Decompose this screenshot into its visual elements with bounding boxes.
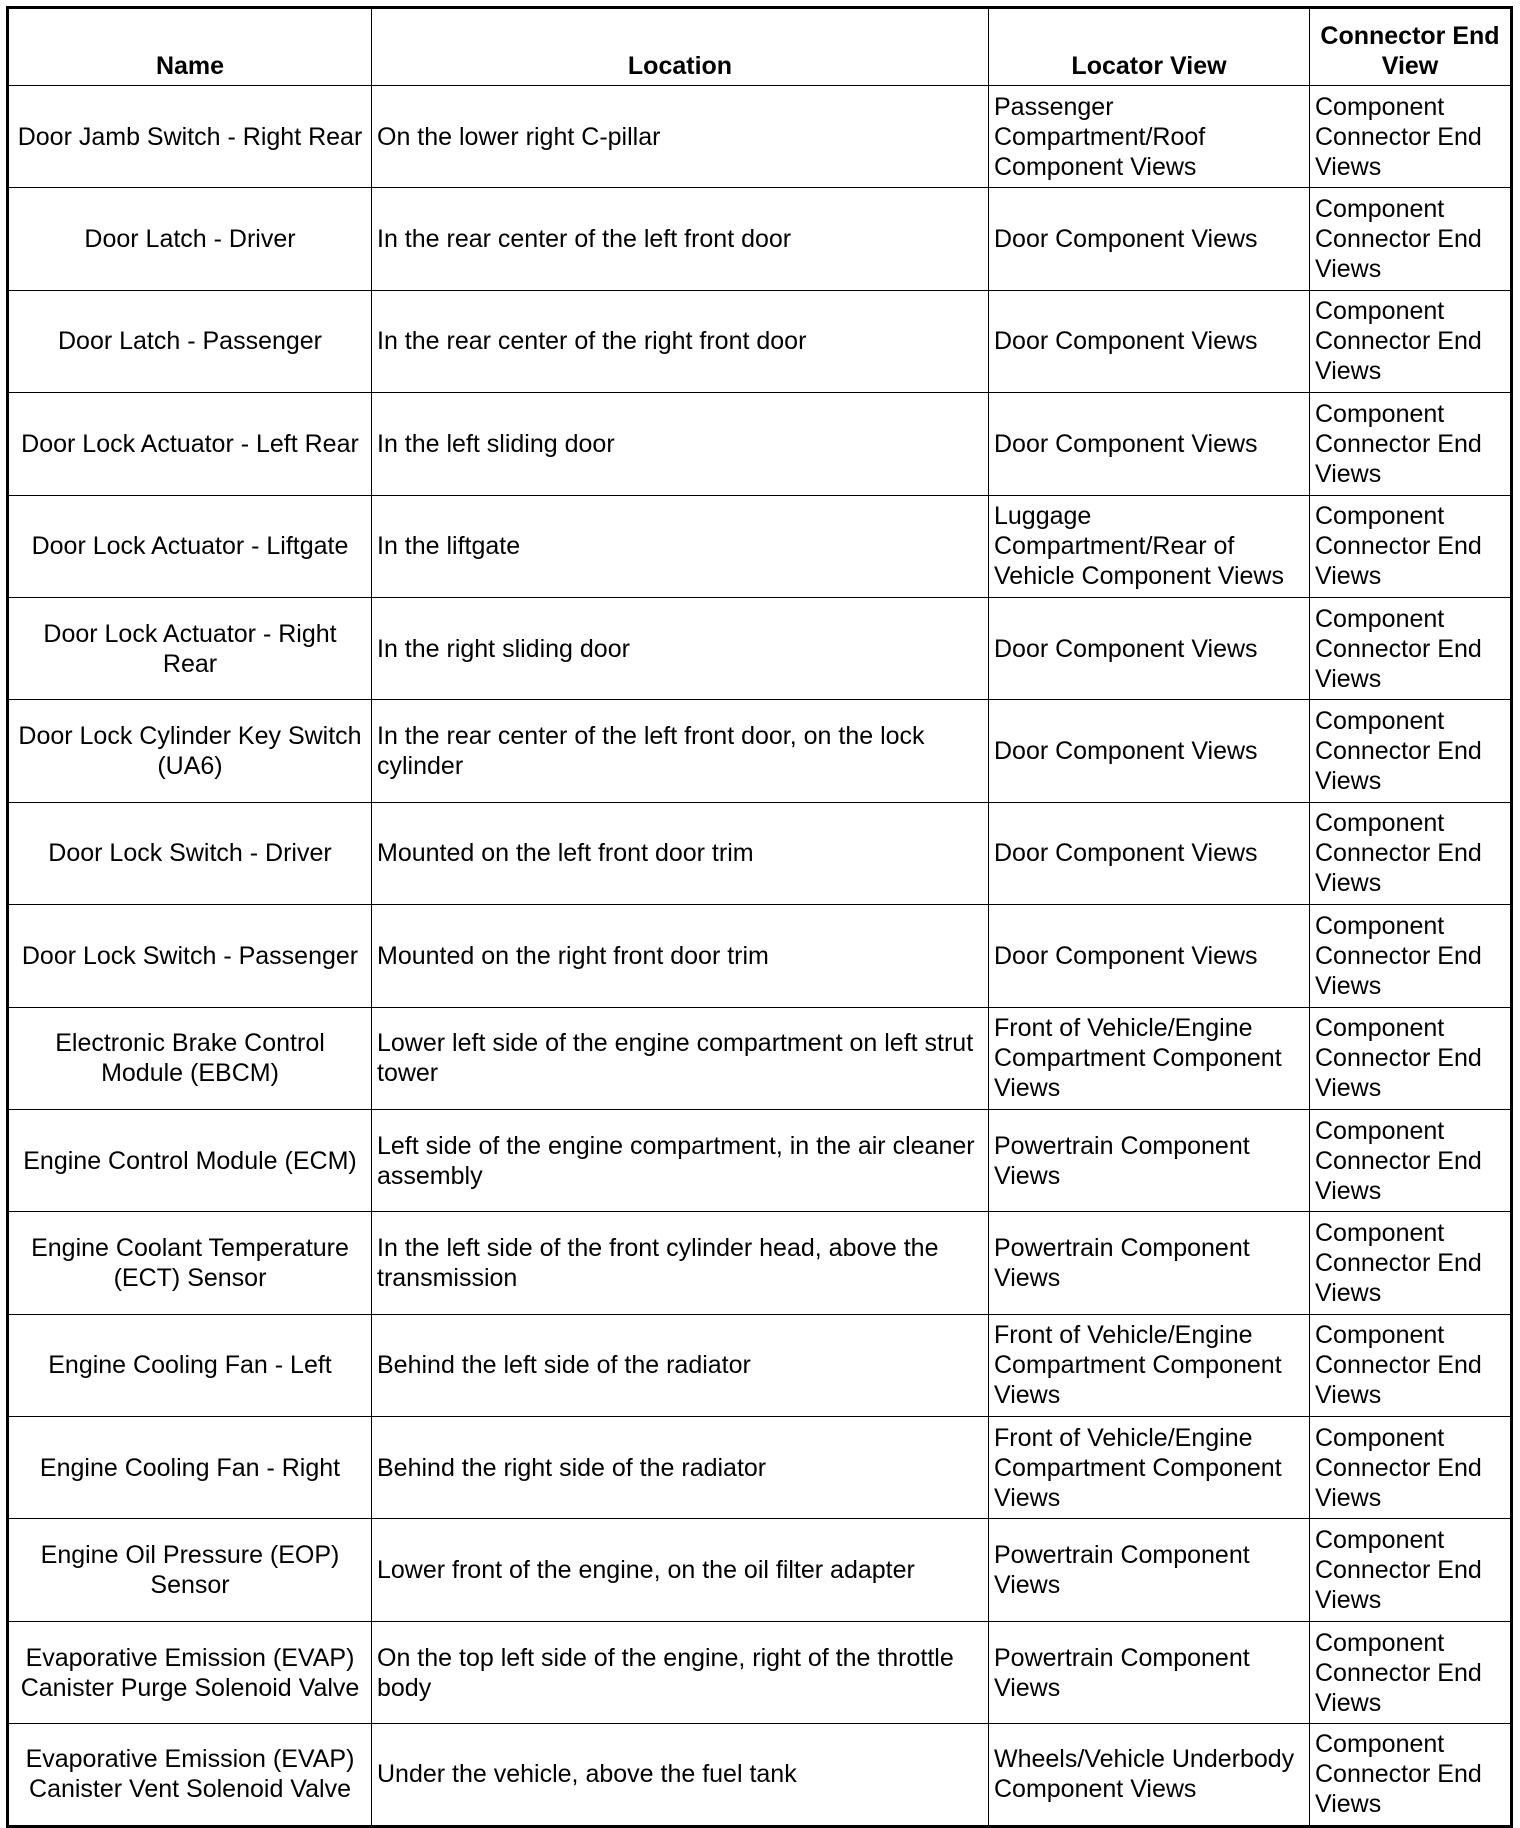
cell-location: In the left side of the front cylinder head, above the transmission xyxy=(372,1212,989,1314)
cell-locator-view: Door Component Views xyxy=(989,802,1310,904)
table-row xyxy=(8,1314,1512,1416)
table-row xyxy=(8,188,1512,290)
cell-location: In the liftgate xyxy=(372,495,989,597)
table-row xyxy=(8,700,1512,802)
cell-locator-view: Front of Vehicle/Engine Compartment Component Views xyxy=(989,1417,1310,1519)
cell-locator-view: Door Component Views xyxy=(989,700,1310,802)
cell-connector-end-view: Component Connector End Views xyxy=(1310,905,1512,1007)
cell-connector-end-view: Component Connector End Views xyxy=(1310,802,1512,904)
cell-location: Lower front of the engine, on the oil filter adapter xyxy=(372,1519,989,1621)
cell-location: In the rear center of the left front door, on the lock cylinder xyxy=(372,700,989,802)
cell-connector-end-view: Component Connector End Views xyxy=(1310,1417,1512,1519)
cell-connector-end-view: Component Connector End Views xyxy=(1310,1519,1512,1621)
table-row xyxy=(8,1417,1512,1519)
cell-name: Engine Cooling Fan - Right xyxy=(8,1417,372,1519)
cell-locator-view: Powertrain Component Views xyxy=(989,1621,1310,1723)
cell-locator-view: Luggage Compartment/Rear of Vehicle Component Views xyxy=(989,495,1310,597)
cell-locator-view: Front of Vehicle/Engine Compartment Component Views xyxy=(989,1314,1310,1416)
cell-locator-view: Wheels/Vehicle Underbody Component Views xyxy=(989,1724,1310,1826)
cell-locator-view: Front of Vehicle/Engine Compartment Component Views xyxy=(989,1007,1310,1109)
table-row xyxy=(8,86,1512,188)
table-row xyxy=(8,393,1512,495)
table-row xyxy=(8,290,1512,392)
cell-name: Door Latch - Passenger xyxy=(8,290,372,392)
cell-name: Door Lock Actuator - Right Rear xyxy=(8,597,372,699)
table-row xyxy=(8,1109,1512,1211)
table-row xyxy=(8,1724,1512,1826)
cell-location: Behind the right side of the radiator xyxy=(372,1417,989,1519)
cell-connector-end-view: Component Connector End Views xyxy=(1310,597,1512,699)
cell-location: On the top left side of the engine, right of the throttle body xyxy=(372,1621,989,1723)
cell-name: Engine Coolant Temperature (ECT) Sensor xyxy=(8,1212,372,1314)
cell-name: Engine Cooling Fan - Left xyxy=(8,1314,372,1416)
cell-connector-end-view: Component Connector End Views xyxy=(1310,393,1512,495)
cell-locator-view: Powertrain Component Views xyxy=(989,1212,1310,1314)
cell-connector-end-view: Component Connector End Views xyxy=(1310,1621,1512,1723)
cell-location: Lower left side of the engine compartment on left strut tower xyxy=(372,1007,989,1109)
cell-connector-end-view: Component Connector End Views xyxy=(1310,290,1512,392)
cell-connector-end-view: Component Connector End Views xyxy=(1310,1314,1512,1416)
cell-connector-end-view: Component Connector End Views xyxy=(1310,1109,1512,1211)
cell-name: Door Jamb Switch - Right Rear xyxy=(8,86,372,188)
cell-locator-view: Powertrain Component Views xyxy=(989,1109,1310,1211)
cell-name: Engine Control Module (ECM) xyxy=(8,1109,372,1211)
table-row xyxy=(8,597,1512,699)
cell-location: On the lower right C-pillar xyxy=(372,86,989,188)
cell-name: Door Lock Actuator - Liftgate xyxy=(8,495,372,597)
cell-connector-end-view: Component Connector End Views xyxy=(1310,1007,1512,1109)
cell-name: Engine Oil Pressure (EOP) Sensor xyxy=(8,1519,372,1621)
table-row xyxy=(8,1007,1512,1109)
cell-name: Door Latch - Driver xyxy=(8,188,372,290)
cell-connector-end-view: Component Connector End Views xyxy=(1310,1212,1512,1314)
cell-name: Door Lock Switch - Driver xyxy=(8,802,372,904)
table-body xyxy=(8,86,1512,1827)
cell-name: Door Lock Switch - Passenger xyxy=(8,905,372,1007)
table-header-row xyxy=(8,8,1512,86)
component-locator-table xyxy=(6,6,1513,1828)
cell-name: Door Lock Cylinder Key Switch (UA6) xyxy=(8,700,372,802)
table-row xyxy=(8,905,1512,1007)
table-row xyxy=(8,802,1512,904)
cell-locator-view: Door Component Views xyxy=(989,905,1310,1007)
cell-location: In the left sliding door xyxy=(372,393,989,495)
cell-name: Evaporative Emission (EVAP) Canister Vent Solenoid Valve xyxy=(8,1724,372,1826)
cell-locator-view: Passenger Compartment/Roof Component Views xyxy=(989,86,1310,188)
cell-name: Electronic Brake Control Module (EBCM) xyxy=(8,1007,372,1109)
header-connector-end-view: Connector End View xyxy=(1310,8,1512,86)
cell-location: Mounted on the left front door trim xyxy=(372,802,989,904)
cell-location: In the rear center of the left front door xyxy=(372,188,989,290)
cell-name: Evaporative Emission (EVAP) Canister Purge Solenoid Valve xyxy=(8,1621,372,1723)
cell-location: Left side of the engine compartment, in the air cleaner assembly xyxy=(372,1109,989,1211)
cell-connector-end-view: Component Connector End Views xyxy=(1310,700,1512,802)
cell-location: Behind the left side of the radiator xyxy=(372,1314,989,1416)
cell-location: In the right sliding door xyxy=(372,597,989,699)
component-locator-document xyxy=(6,6,1510,1828)
table-row xyxy=(8,1621,1512,1723)
cell-name: Door Lock Actuator - Left Rear xyxy=(8,393,372,495)
header-name: Name xyxy=(8,8,372,86)
header-locator-view: Locator View xyxy=(989,8,1310,86)
header-location: Location xyxy=(372,8,989,86)
cell-connector-end-view: Component Connector End Views xyxy=(1310,495,1512,597)
cell-locator-view: Door Component Views xyxy=(989,597,1310,699)
cell-location: Mounted on the right front door trim xyxy=(372,905,989,1007)
table-row xyxy=(8,495,1512,597)
cell-connector-end-view: Component Connector End Views xyxy=(1310,1724,1512,1826)
cell-locator-view: Door Component Views xyxy=(989,290,1310,392)
cell-location: Under the vehicle, above the fuel tank xyxy=(372,1724,989,1826)
table-row xyxy=(8,1519,1512,1621)
cell-location: In the rear center of the right front door xyxy=(372,290,989,392)
cell-connector-end-view: Component Connector End Views xyxy=(1310,86,1512,188)
cell-connector-end-view: Component Connector End Views xyxy=(1310,188,1512,290)
cell-locator-view: Door Component Views xyxy=(989,188,1310,290)
table-row xyxy=(8,1212,1512,1314)
cell-locator-view: Powertrain Component Views xyxy=(989,1519,1310,1621)
cell-locator-view: Door Component Views xyxy=(989,393,1310,495)
